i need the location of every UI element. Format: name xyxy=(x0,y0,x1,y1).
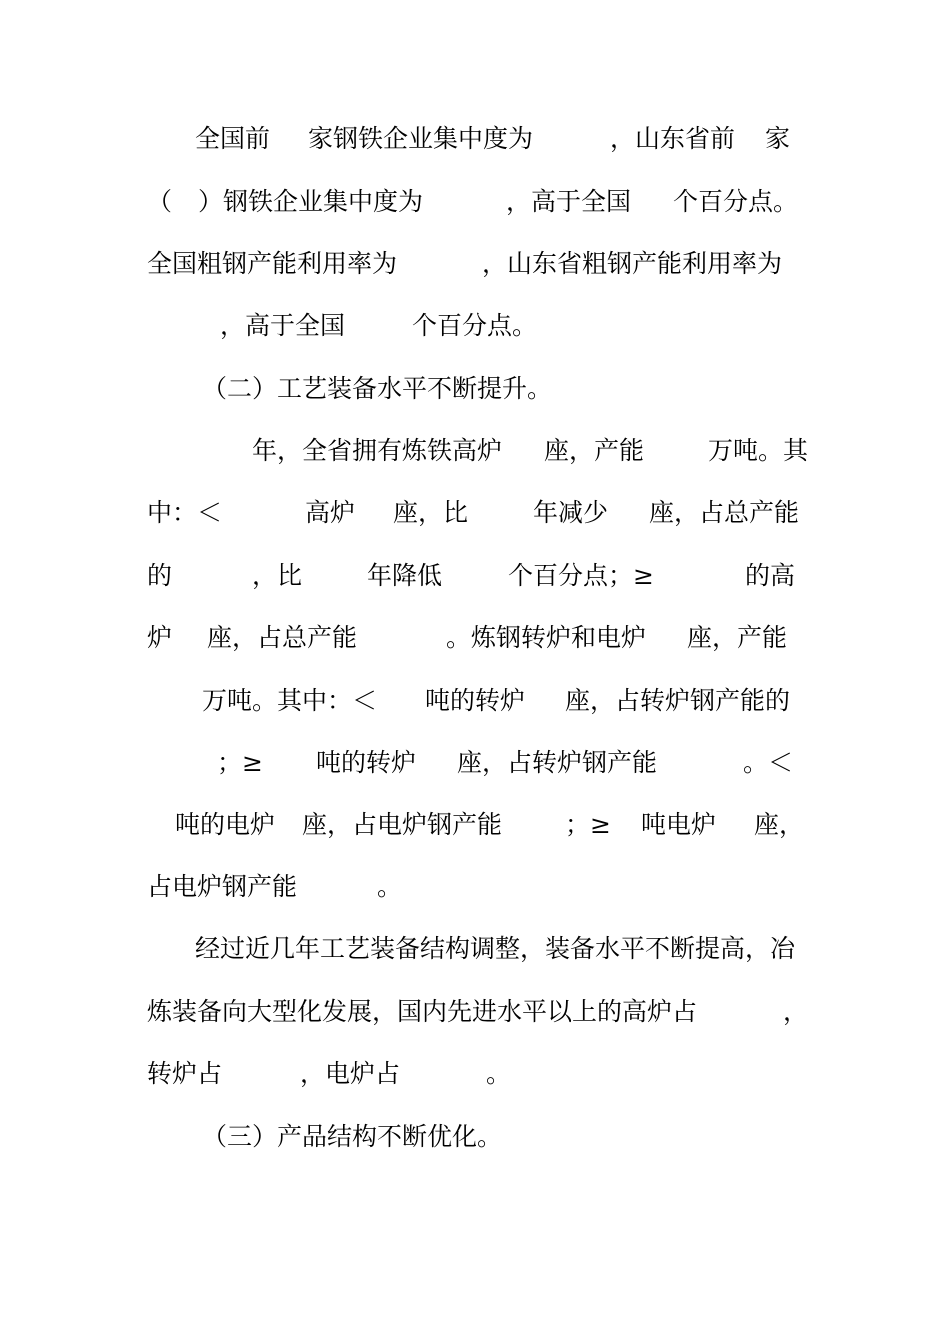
text-segment: 年，全省拥有炼铁高炉 xyxy=(252,436,503,465)
text-segment: 座，占转炉钢产能的 xyxy=(565,686,791,715)
text-segment: 。＜ xyxy=(743,748,794,777)
text-line xyxy=(0,867,950,907)
text-segment: ，山东省前 xyxy=(610,124,736,153)
text-line xyxy=(0,992,950,1032)
text-segment: （二）工艺装备水平不断提升。 xyxy=(202,374,553,403)
text-segment: 家钢铁企业集中度为 xyxy=(308,124,534,153)
text-segment: 万吨。其中：＜ xyxy=(202,686,378,715)
text-segment: ；≥ xyxy=(565,810,611,839)
text-segment: 家 xyxy=(765,124,791,153)
text-segment: 全国前 xyxy=(195,124,271,153)
text-segment: ；≥ xyxy=(217,748,263,777)
section-heading xyxy=(0,369,950,409)
text-segment: 座，占电炉钢产能 xyxy=(302,810,503,839)
text-line xyxy=(0,1054,950,1094)
text-segment: 座，产能 xyxy=(687,623,788,652)
text-segment: 炼装备向大型化发展，国内先进水平以上的高炉占 xyxy=(147,997,698,1026)
text-segment: 高炉 xyxy=(305,498,356,527)
text-segment: 吨电炉 xyxy=(641,810,717,839)
text-line xyxy=(0,618,950,658)
text-segment: 万吨。其 xyxy=(708,436,809,465)
text-segment: 。炼钢转炉和电炉 xyxy=(446,623,647,652)
text-segment: （三）产品结构不断优化。 xyxy=(202,1122,503,1151)
text-segment: 吨的转炉 xyxy=(425,686,526,715)
section-heading xyxy=(0,1117,950,1157)
text-line xyxy=(0,929,950,969)
text-segment: 吨的电炉 xyxy=(175,810,276,839)
text-segment: ， xyxy=(783,997,809,1026)
text-segment: 的高 xyxy=(745,561,796,590)
text-line xyxy=(0,306,950,346)
text-segment: 。 xyxy=(486,1059,512,1088)
text-line xyxy=(0,681,950,721)
text-segment: ，比 xyxy=(252,561,303,590)
text-line xyxy=(0,119,950,159)
text-segment: 座，占转炉钢产能 xyxy=(457,748,658,777)
text-segment: 座，占总产能 xyxy=(649,498,800,527)
text-segment: ，山东省粗钢产能利用率为 xyxy=(482,249,783,278)
text-segment: ）钢铁企业集中度为 xyxy=(198,187,424,216)
text-segment: 的 xyxy=(147,561,173,590)
text-line xyxy=(0,743,950,783)
text-segment: 个百分点。 xyxy=(412,311,538,340)
text-segment: 转炉占 xyxy=(147,1059,223,1088)
text-segment: 全国粗钢产能利用率为 xyxy=(147,249,398,278)
text-segment: ，电炉占 xyxy=(300,1059,401,1088)
text-segment: 座，比 xyxy=(393,498,469,527)
text-segment: ，高于全国 xyxy=(220,311,346,340)
text-segment: 年降低 xyxy=(367,561,443,590)
text-segment: （ xyxy=(147,187,173,216)
text-line xyxy=(0,431,950,471)
text-segment: ，高于全国 xyxy=(506,187,632,216)
text-segment: 座，占总产能 xyxy=(207,623,358,652)
text-line xyxy=(0,805,950,845)
text-segment: 年减少 xyxy=(533,498,609,527)
text-line xyxy=(0,556,950,596)
text-line xyxy=(0,244,950,284)
text-line xyxy=(0,493,950,533)
text-segment: 经过近几年工艺装备结构调整，装备水平不断提高，冶 xyxy=(195,934,796,963)
text-segment: 个百分点；≥ xyxy=(508,561,654,590)
text-segment: 吨的转炉 xyxy=(316,748,417,777)
text-segment: 中：＜ xyxy=(147,498,223,527)
text-line xyxy=(0,182,950,222)
text-segment: 个百分点。 xyxy=(673,187,799,216)
text-segment: 。 xyxy=(377,872,403,901)
text-segment: 占电炉钢产能 xyxy=(147,872,298,901)
text-segment: 座， xyxy=(754,810,805,839)
text-segment: 座，产能 xyxy=(544,436,645,465)
text-segment: 炉 xyxy=(147,623,173,652)
